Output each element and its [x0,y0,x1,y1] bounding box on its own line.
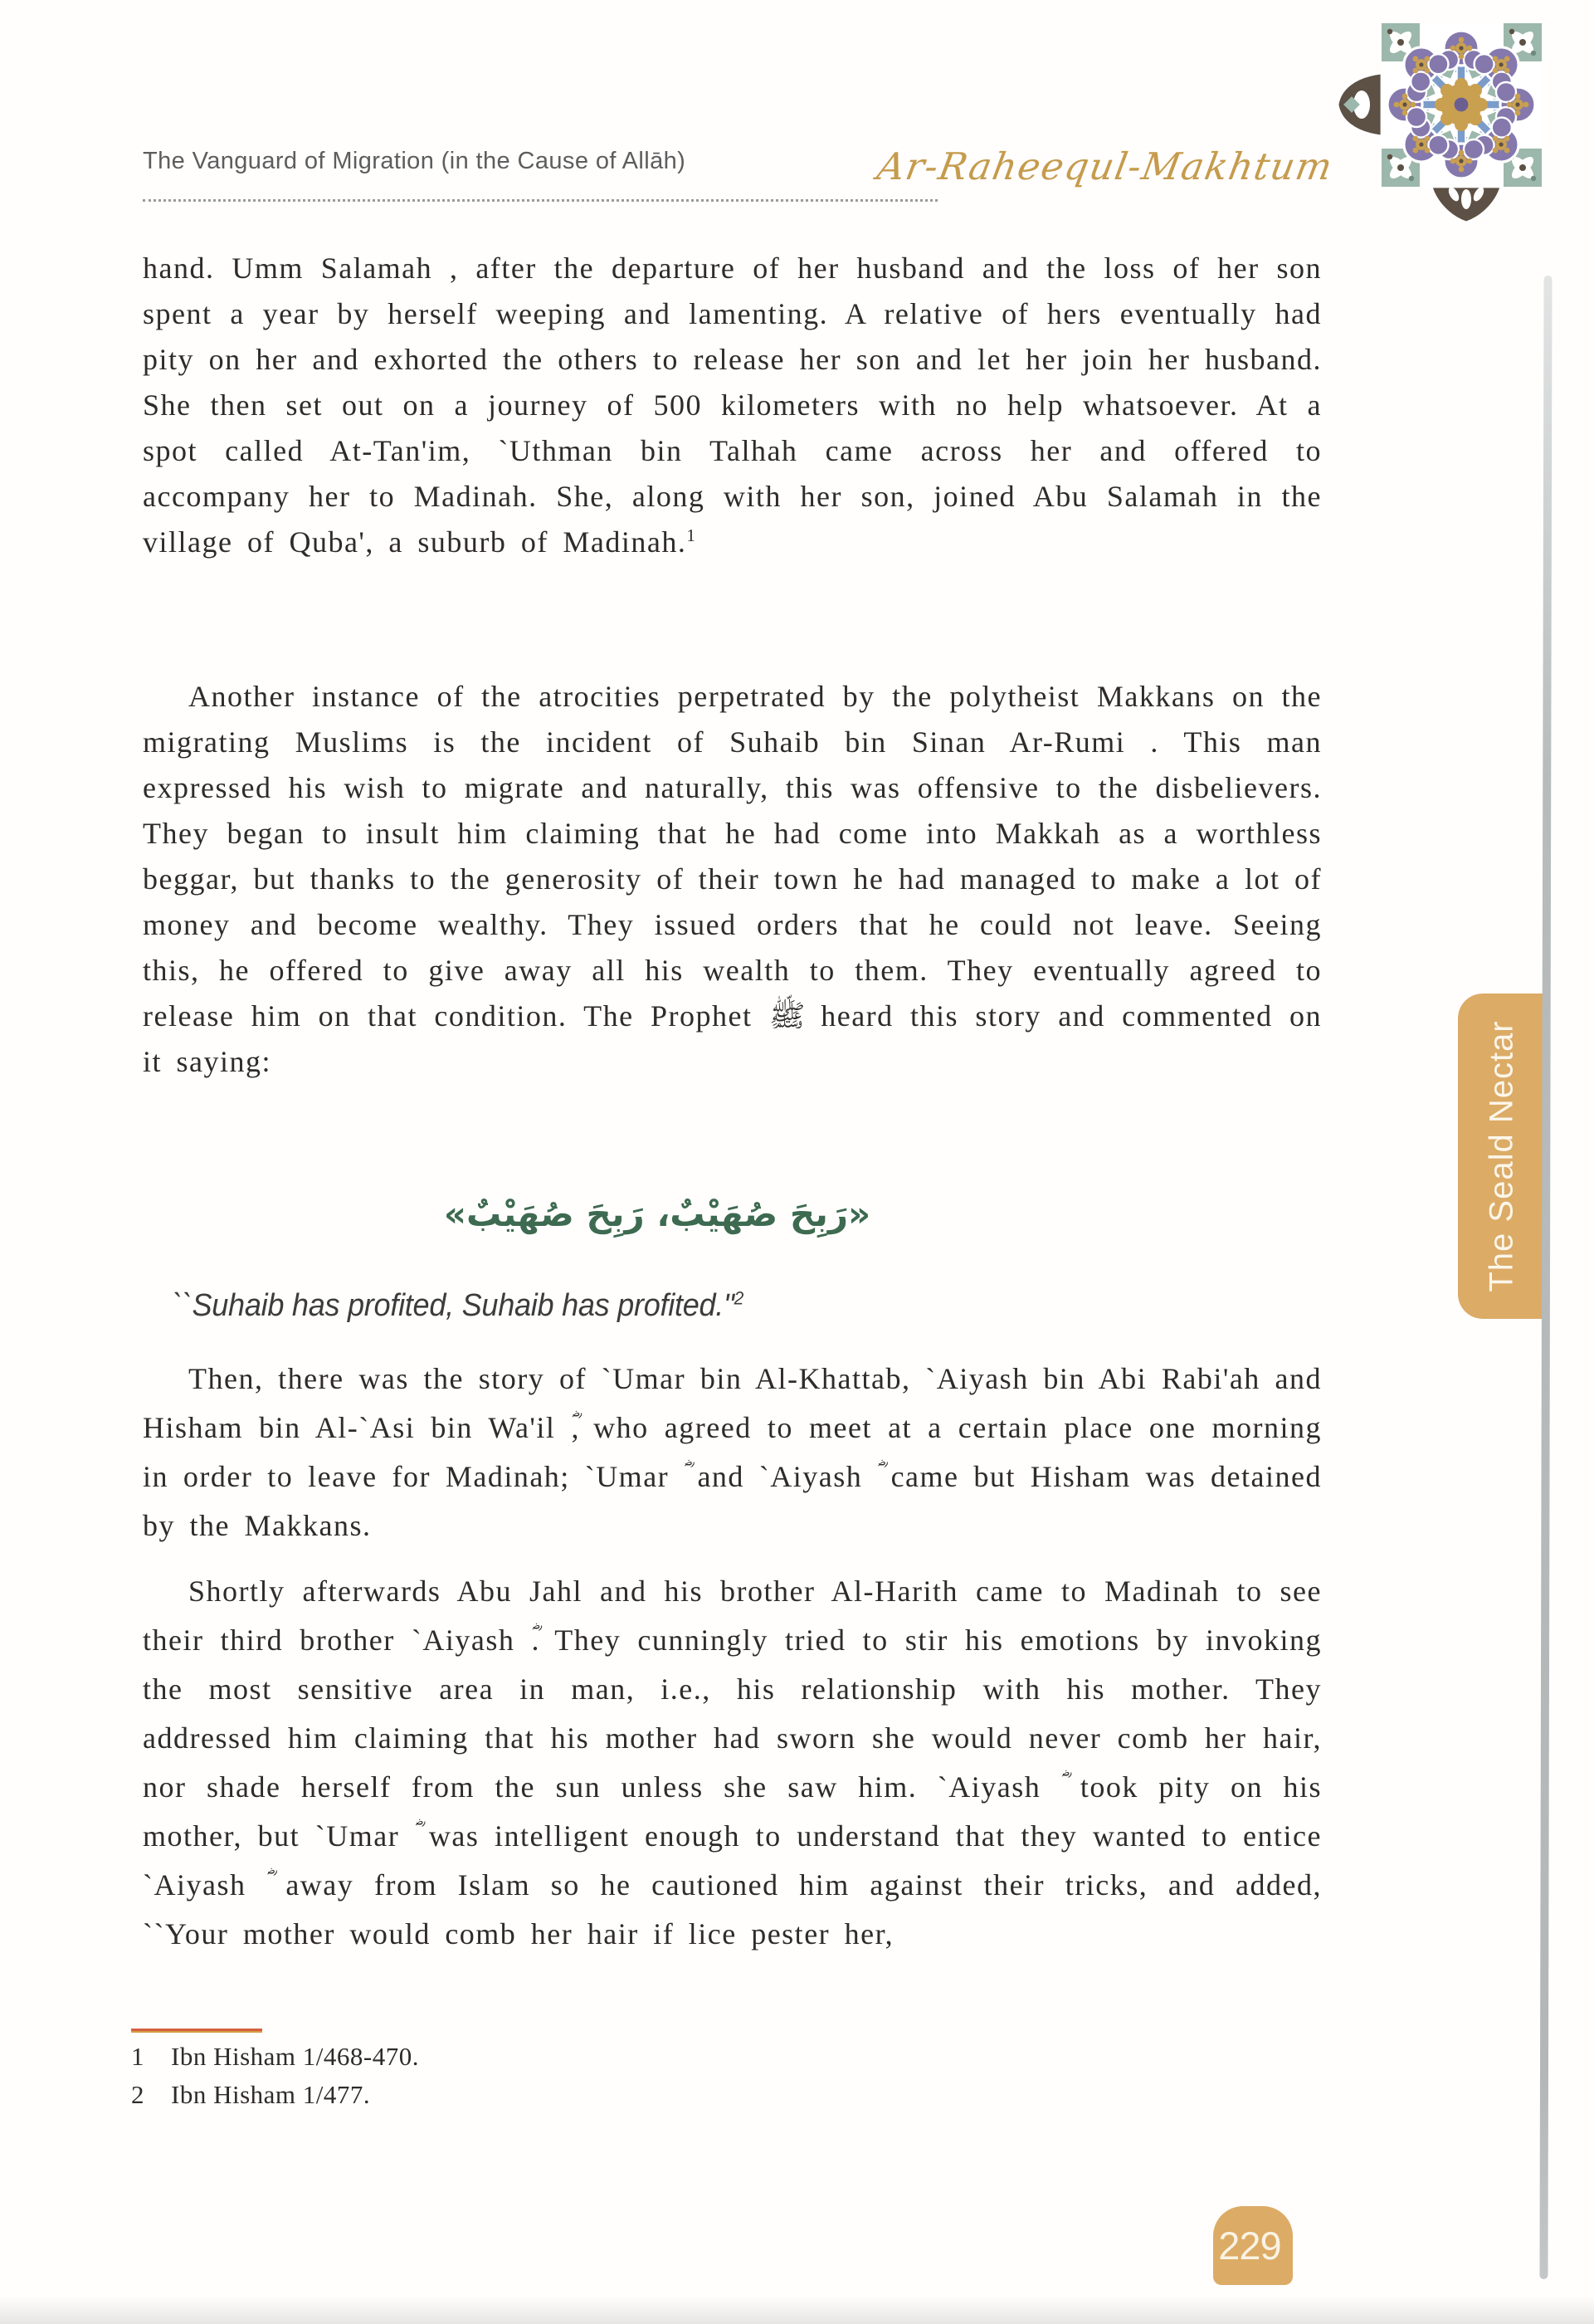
hadith-translation-text: ``Suhaib has profited, Suhaib has profited." [173,1288,734,1323]
arabic-hadith-quote: «رَبِحَ صُهَيْبٌ، رَبِحَ صُهَيْبٌ» [443,1194,871,1234]
paragraph-suhaib: Another instance of the atrocities perpetrated by the polytheist Makkans on the migrating Muslims is the incident of Suhaib bin Sinan Ar-Rumi . This man expressed his wish to migrate and naturally, this was offensive to the disbelievers. They began to insult him claiming that he had come into Makkah as a worthless beggar, but thanks to the generosity of their town he had managed to make a lot of money and become wealthy. They issued orders that he could not leave. Seeing this, he offered to give away all his wealth to them. They eventually agreed to release him on that condition. The Prophet ﷺ heard this story and commented on it saying: [143,680,1322,1078]
page-number-badge [1213,2206,1293,2285]
page-bottom-shadow [0,2296,1594,2324]
footnote-1-number: 1 [131,2042,144,2071]
paragraph-abu-jahl: Shortly afterwards Abu Jahl and his brother Al-Harith came to Madinah to see their third brother `Aiyash ؓ. They cunningly tried to stir his emotions by invoking the most sensitive area in man, i.e., his relationship with his mother. They addressed him claiming that his mother had sworn she would never comb her hair, nor shade herself from the sun unless she saw him. `Aiyash ؓ took pity on his mother, but `Umar ؓ was intelligent enough to understand that they wanted to entice `Aiyash ؓ away from Islam so he cautioned him against their tricks, and added, ``Your mother would comb her hair if lice pester her, [143,1575,1322,1950]
footnote-2-text: Ibn Hisham 1/477. [171,2080,371,2109]
chapter-side-tab [1458,994,1546,1319]
header-dotted-rule [143,199,938,202]
islamic-corner-ornament-icon [1333,7,1546,224]
paragraph-umar-aiyash: Then, there was the story of `Umar bin Al-Khattab, `Aiyash bin Abi Rabi'ah and Hisham bin Al-`Asi bin Wa'il ؓ, who agreed to meet at a certain place one morning in order to leave for Madinah; `Umar ؓ and `Aiyash ؓ came but Hisham was detained by the Makkans. [143,1362,1322,1542]
footnote-ref-2: 2 [734,1287,743,1309]
page-number: 229 [1218,2224,1281,2268]
chapter-side-tab-label: The Seald Nectar [1483,1020,1520,1292]
footnote-1 [131,2042,419,2072]
paragraph-text: hand. Umm Salamah , after the departure of her husband and the loss of her son spent a year by herself weeping and lamenting. A relative of hers eventually had pity on her and exhorted the others to release her son and let her join her husband. She then set out on a journey of 500 kilometers with no help whatsoever. At a spot called At-Tan'im, `Uthman bin Talhah came across her and offered to accompany her to Madinah. She, along with her son, joined Abu Salamah in the village of Quba', a suburb of Madinah. [143,251,1322,559]
footnote-1-text: Ibn Hisham 1/468-470. [171,2042,419,2071]
footnote-2 [131,2080,370,2110]
footnote-separator-rule [131,2029,262,2033]
paragraph-umm-salamah [143,246,1322,565]
page-edge-line [1539,276,1552,2279]
running-header-chapter-title: The Vanguard of Migration (in the Cause of Allāh) [143,148,686,174]
footnote-2-number: 2 [131,2080,144,2109]
running-header-book-title: Ar-Raheequl-Makhtum [874,144,1337,188]
footnote-ref-1: 1 [686,525,697,545]
hadith-translation [173,1288,743,1324]
